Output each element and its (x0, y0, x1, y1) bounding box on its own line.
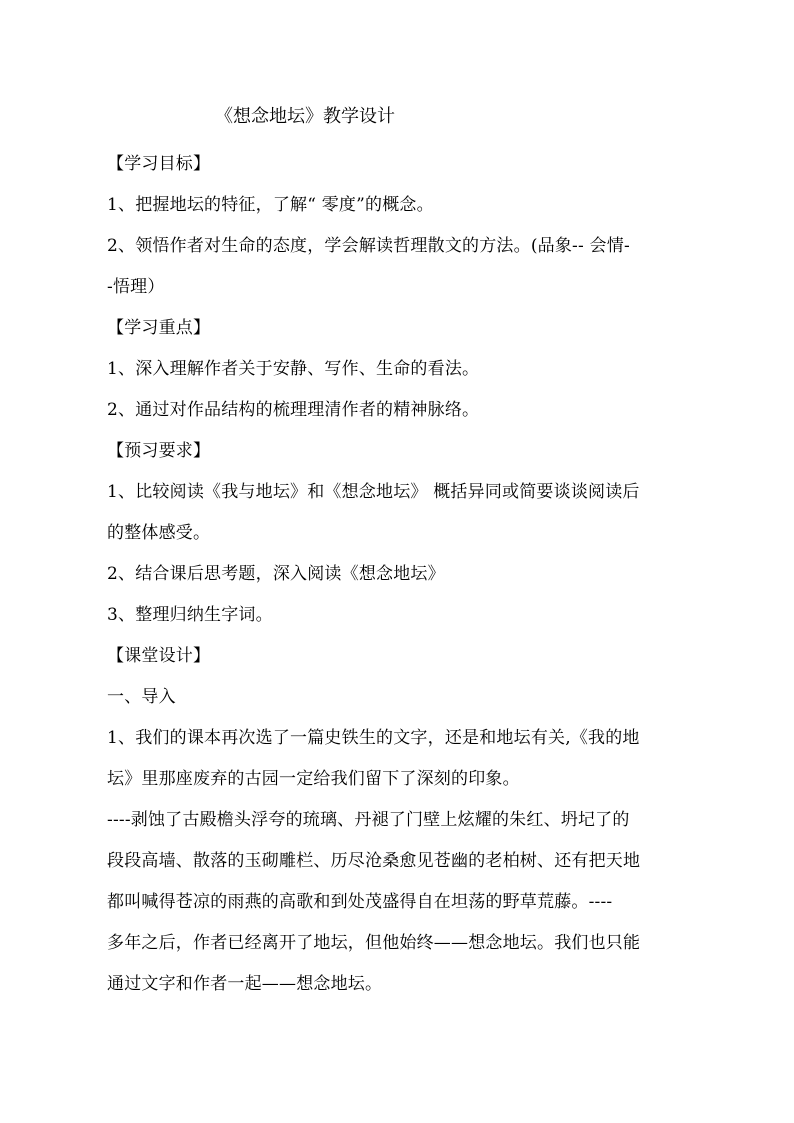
paragraph-line: 1、比较阅读《我与地坛》和《想念地坛》 概括异同或简要谈谈阅读后 (107, 482, 640, 502)
paragraph-line: 1、我们的课本再次选了一篇史铁生的文字，还是和地坛有关,《我的地 (107, 728, 640, 748)
paragraph-line: 坛》里那座废弃的古园一定给我们留下了深刻的印象。 (107, 769, 520, 789)
paragraph-line: ----剥蚀了古殿檐头浮夸的琉璃、丹褪了门壁上炫耀的朱红、坍圮了的 (107, 810, 630, 830)
paragraph-line: 1、深入理解作者关于安静、写作、生命的看法。 (107, 359, 480, 379)
paragraph-line: 都叫喊得苍凉的雨燕的高歌和到处茂盛得自在坦荡的野草荒藤。---- (107, 892, 613, 912)
paragraph-line: 2、通过对作品结构的梳理理清作者的精神脉络。 (107, 400, 480, 420)
paragraph-line: 通过文字和作者一起——想念地坛。 (107, 974, 383, 994)
document-body (107, 144, 689, 1005)
paragraph-line: 1、把握地坛的特征，了解“ 零度”的概念。 (107, 195, 434, 215)
document-title: 《想念地坛》教学设计 (215, 106, 395, 127)
section-heading-classroom-design: 【课堂设计】 (107, 646, 211, 666)
section-heading-key-points: 【学习重点】 (107, 318, 211, 338)
paragraph-line: 的整体感受。 (107, 523, 211, 543)
paragraph-line: 3、整理归纳生字词。 (107, 605, 273, 625)
paragraph-line: 2、领悟作者对生命的态度，学会解读哲理散文的方法。(品象-- 会情- (107, 236, 630, 256)
section-heading-preview-requirements: 【预习要求】 (107, 441, 211, 461)
paragraph-line: -悟理） (107, 277, 165, 297)
paragraph-line: 段段高墙、散落的玉砌雕栏、历尽沧桑愈见苍幽的老柏树、还有把天地 (107, 851, 641, 871)
section-heading-learning-goals: 【学习目标】 (107, 154, 211, 174)
paragraph-line: 2、结合课后思考题，深入阅读《想念地坛》 (107, 564, 445, 584)
subsection-heading-introduction: 一、导入 (107, 687, 176, 707)
paragraph-line: 多年之后，作者已经离开了地坛，但他始终——想念地坛。我们也只能 (107, 933, 641, 953)
